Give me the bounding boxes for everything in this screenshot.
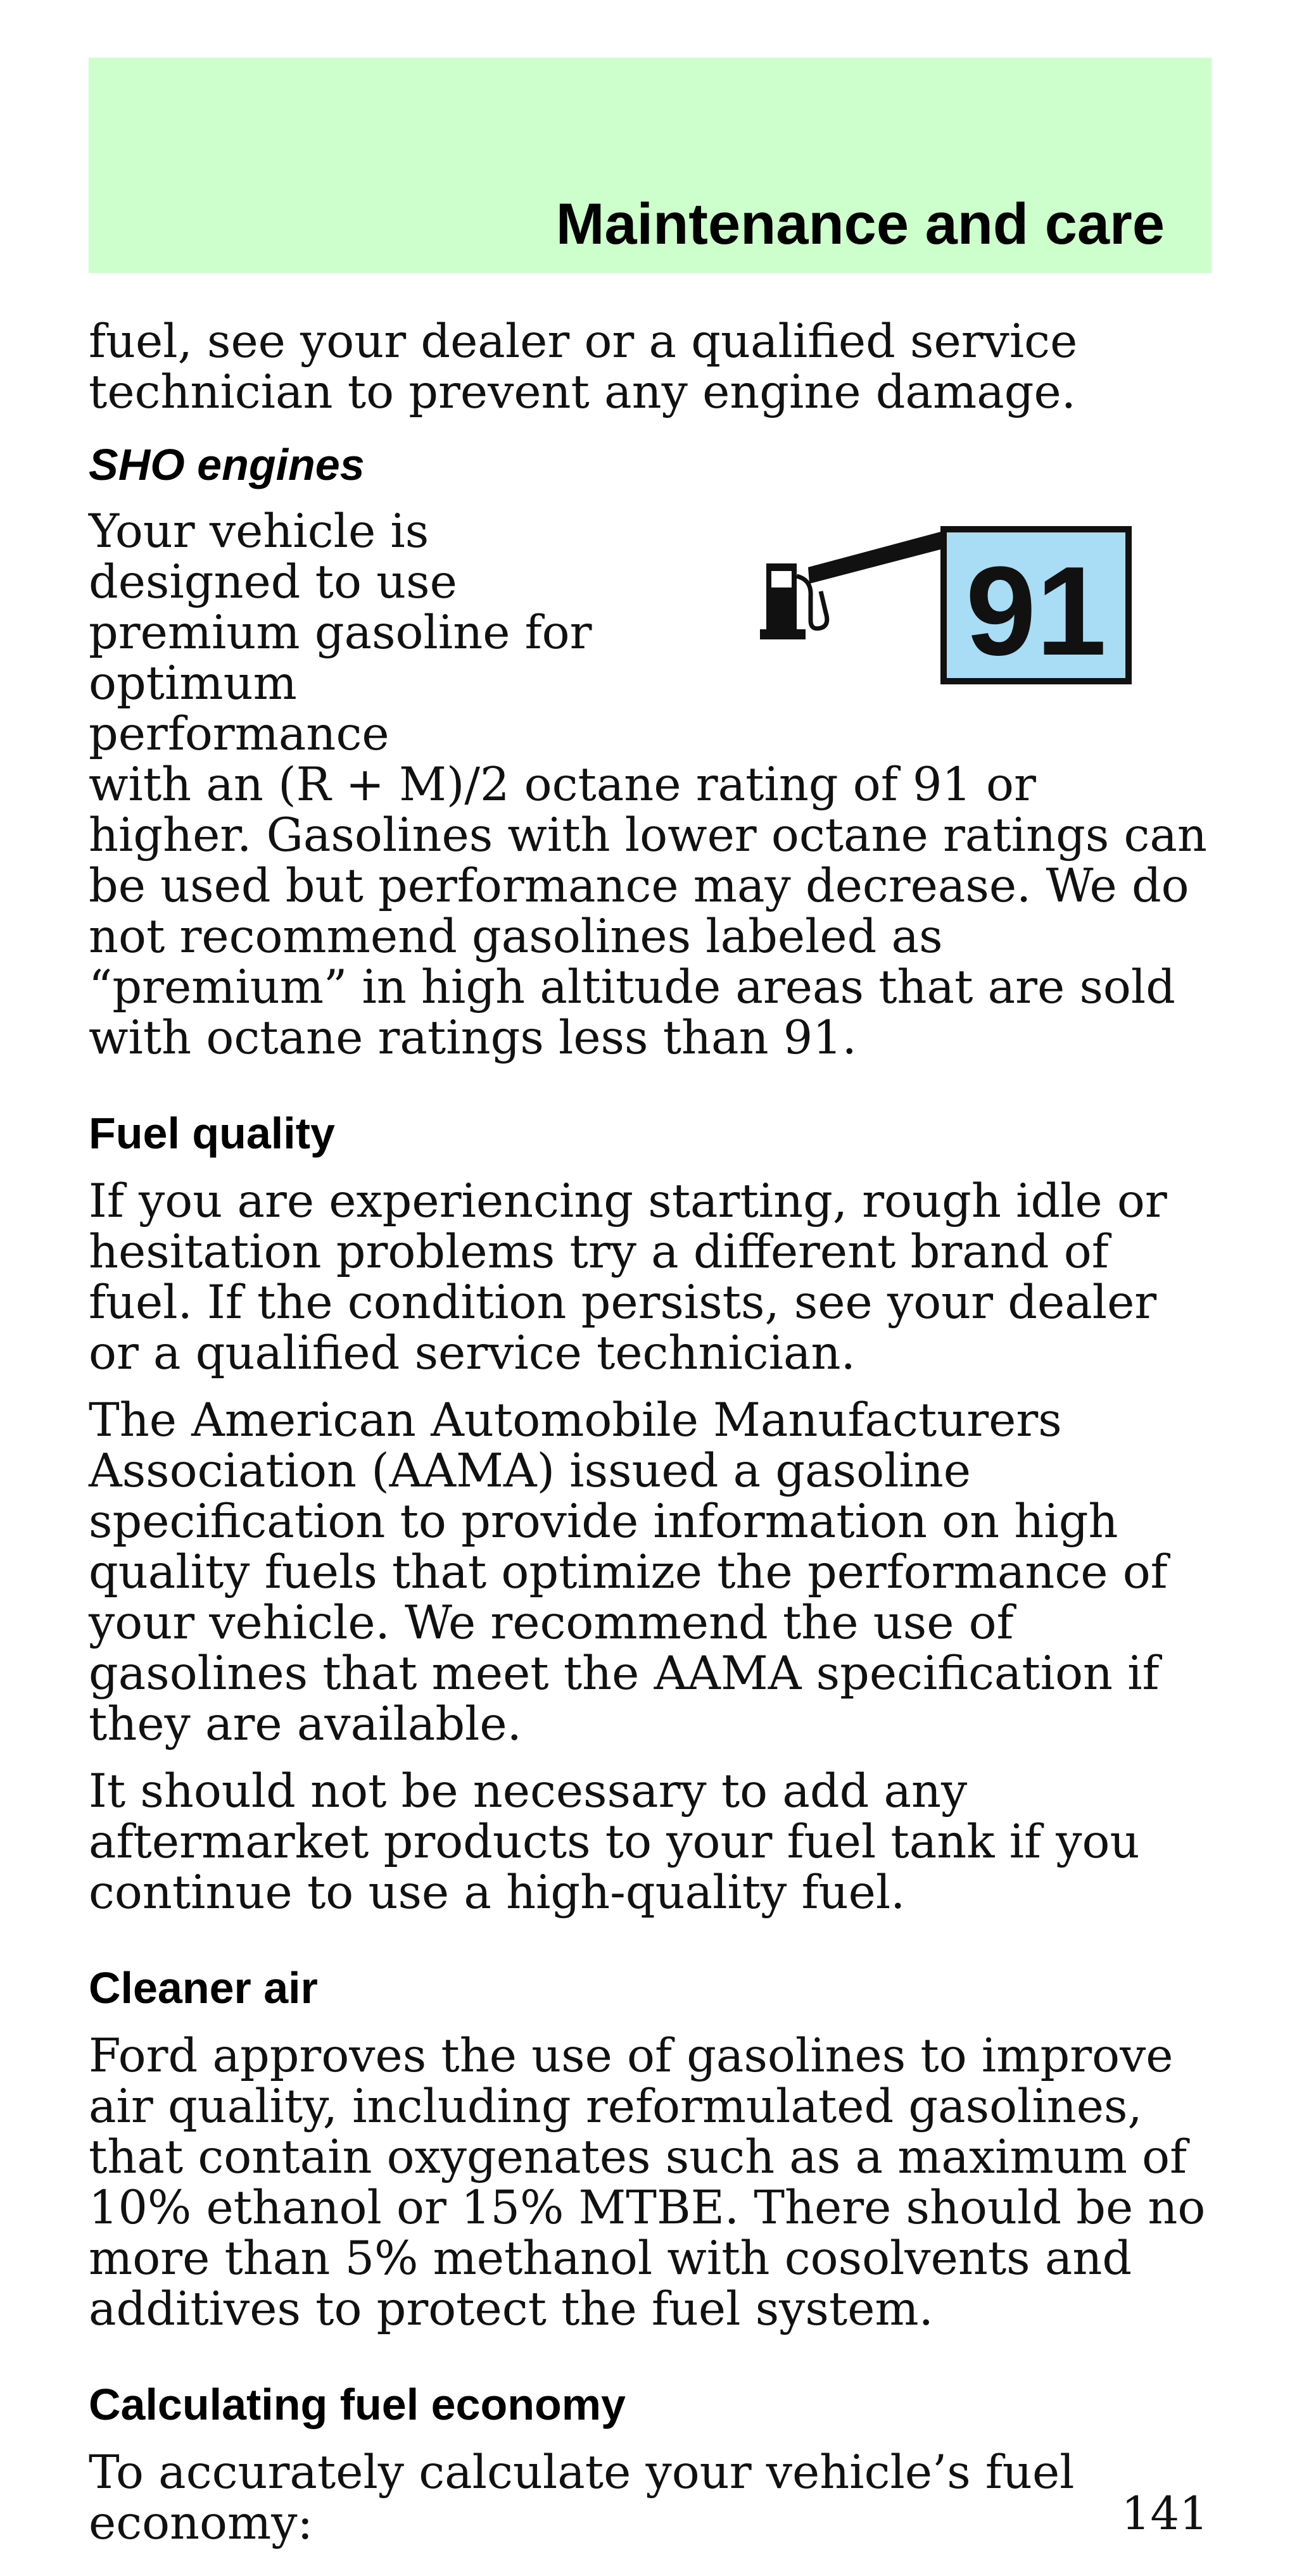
cleaner-air-paragraph: Ford approves the use of gasolines to improve air quality, including reformulated gasolines, that contain oxygenates such as a maximum of 10% ethanol or 15% MTBE. There should be no more than 5% methanol with cosolvents and additives to protect the fuel system. xyxy=(89,2029,1206,2336)
fuel-economy-heading: Calculating fuel economy xyxy=(89,2380,626,2429)
fuel-quality-paragraph-1: If you are experiencing starting, rough idle or hesitation problems try a different brand of fuel. If the condition persists, see your dealer or a qualified service technician. xyxy=(89,1174,1167,1380)
sho-intro-line: designed to use xyxy=(89,555,457,609)
octane-rating-graphic xyxy=(760,525,1134,690)
sho-intro-line: optimum performance xyxy=(89,657,389,761)
fuel-quality-paragraph-2: The American Automobile Manufacturers Association (AAMA) issued a gasoline specification to provide information on high quality fuels that optimize the performance of your vehicle. We recommend the use of gasolines that meet the AAMA specification if they are available. xyxy=(89,1393,1168,1751)
sho-engines-heading: SHO engines xyxy=(89,440,365,489)
cleaner-air-heading: Cleaner air xyxy=(89,1963,318,2013)
fuel-quality-paragraph-3: It should not be necessary to add any aftermarket products to your fuel tank if you continue to use a high-quality fuel. xyxy=(89,1764,1140,1919)
sho-intro-line: premium gasoline for xyxy=(89,606,592,660)
intro-paragraph: fuel, see your dealer or a qualified service technician to prevent any engine damage. xyxy=(89,315,1078,419)
fuel-quality-heading: Fuel quality xyxy=(89,1109,335,1158)
fuel-economy-paragraph: To accurately calculate your vehicle’s fuel economy: xyxy=(89,2446,1075,2550)
page-number: 141 xyxy=(1121,2487,1208,2540)
header-band xyxy=(89,58,1212,273)
fuel-pump-icon xyxy=(760,529,950,639)
sho-intro-line: Your vehicle is xyxy=(89,505,429,558)
section-title: Maintenance and care xyxy=(555,192,1165,256)
octane-number: 91 xyxy=(965,541,1107,682)
sho-intro-text xyxy=(89,506,595,760)
sho-engines-paragraph: with an (R + M)/2 octane rating of 91 or higher. Gasolines with lower octane ratings can be used but performance may decrease. We do not recommend gasolines labeled as “premium” in high altitude areas that are sold with octane ratings less than 91. xyxy=(89,758,1207,1065)
